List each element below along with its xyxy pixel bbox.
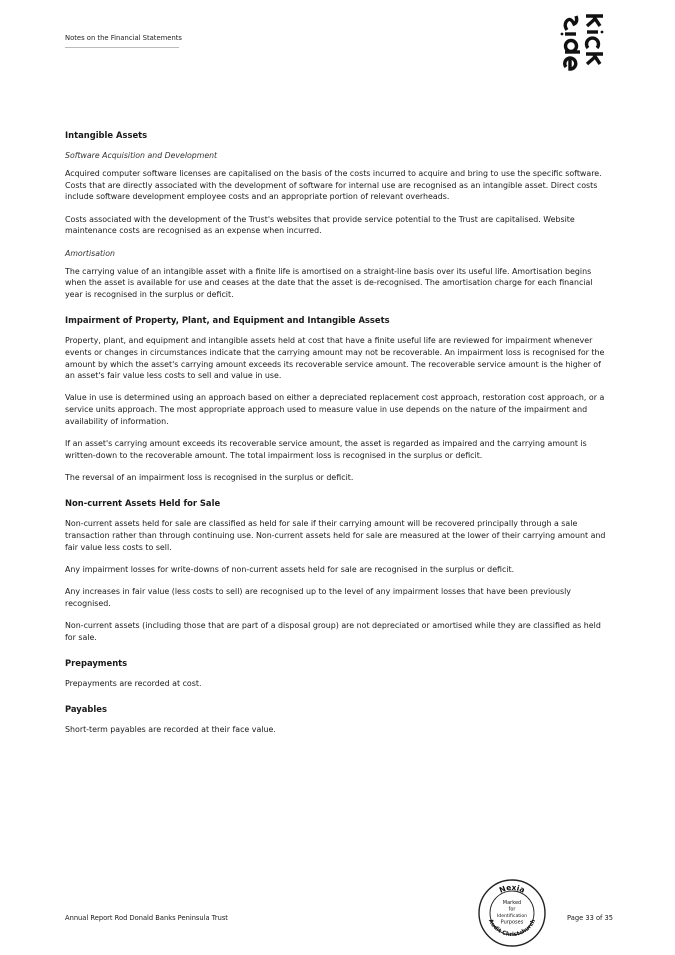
paragraph: Non-current assets (including those that are part of a disposal group) are not depreciated or amortised while they are classified as held for sale. [65, 620, 601, 642]
stamp-line: Marked [502, 900, 522, 906]
stamp-brand: Nexia [497, 882, 527, 895]
section-title-impairment: Impairment of Property, Plant, and Equipment and Intangible Assets [65, 315, 390, 326]
section-title-intangible-assets: Intangible Assets [65, 130, 148, 140]
paragraph: The reversal of an impairment loss is recognised in the surplus or deficit. [65, 472, 354, 482]
paragraph: Value in use is determined using an approach based on either a depreciated replacement cost approach, restoration cost approach, or a service units approach. The most appropriate approach used to measure value in use depends on the nature of the impairment and availability of information. [65, 393, 605, 426]
subheading-software: Software Acquisition and Development [65, 151, 218, 160]
stamp-ring-text: Audit Christchurch [486, 918, 538, 939]
paragraph: Costs associated with the development of the Trust's websites that provide service potential to the Trust are capitalised. Website maintenance costs are recognised as an expense when incurred. [65, 214, 575, 236]
stamp-line: Purposes [500, 919, 524, 926]
paragraph: The carrying value of an intangible asset with a finite life is amortised on a straight-line basis over its useful life. Amortisation begins when the asset is available for use and ceases at the date that the asset is de-recognised. The amortisation charge for each financial year is recognised in the surplus or deficit. [65, 266, 593, 299]
paragraph: Any impairment losses for write-downs of non-current assets held for sale are recognised in the surplus or deficit. [65, 564, 515, 574]
paragraph: Acquired computer software licenses are capitalised on the basis of the costs incurred to acquire and bring to use the specific software. Costs that are directly associated with the development of software for internal use are recognised as an intangible asset. Direct costs include software development employee costs and an appropriate portion of relevant overheads. [65, 169, 602, 202]
stamp-line: Identification [496, 914, 528, 919]
notes-content [65, 130, 611, 746]
paragraph: If an asset's carrying amount exceeds its recoverable service amount, the asset is regarded as impaired and the carrying amount is written-down to the recoverable amount. The total impairment loss is recognised in the surplus or deficit. [65, 439, 587, 460]
paragraph: Short-term payables are recorded at their face value. [65, 724, 276, 734]
paragraph: Prepayments are recorded at cost. [65, 678, 202, 688]
paragraph: Any increases in fair value (less costs to sell) are recognised up to the level of any impairment losses that have been previously recognised. [65, 586, 571, 608]
subheading-amortisation: Amortisation [65, 248, 115, 258]
paragraph: Property, plant, and equipment and intangible assets held at cost that have a finite useful life are reviewed for impairment whenever events or changes in circumstances indicate that the carrying amount may not be recoverable. An impairment loss is recognised for the amount by which the asset's carrying amount exceeds its recoverable service amount. The recoverable service amount is the higher of an asset's fair value less costs to sell and value in use. [65, 336, 605, 381]
section-title-noncurrent-assets: Non-current Assets Held for Sale [65, 498, 221, 509]
running-header: Notes on the Financial Statements [65, 34, 182, 42]
section-title-payables: Payables [65, 703, 107, 714]
section-title-prepayments: Prepayments [65, 657, 128, 668]
paragraph: Non-current assets held for sale are classified as held for sale if their carrying amount will be recovered principally through a sale transaction rather than through continuing use. Non-current assets held for sale are measured at the lower of their carrying amount and fair value less costs to sell. [65, 519, 606, 552]
stamp-line: for [508, 906, 516, 913]
footer-report-title: Annual Report Rod Donald Banks Peninsula Trust [65, 914, 228, 922]
kick-sides-logo [560, 14, 606, 84]
page-number: Page 33 of 35 [567, 914, 614, 922]
audit-stamp [477, 878, 547, 948]
header-rule [65, 47, 179, 48]
